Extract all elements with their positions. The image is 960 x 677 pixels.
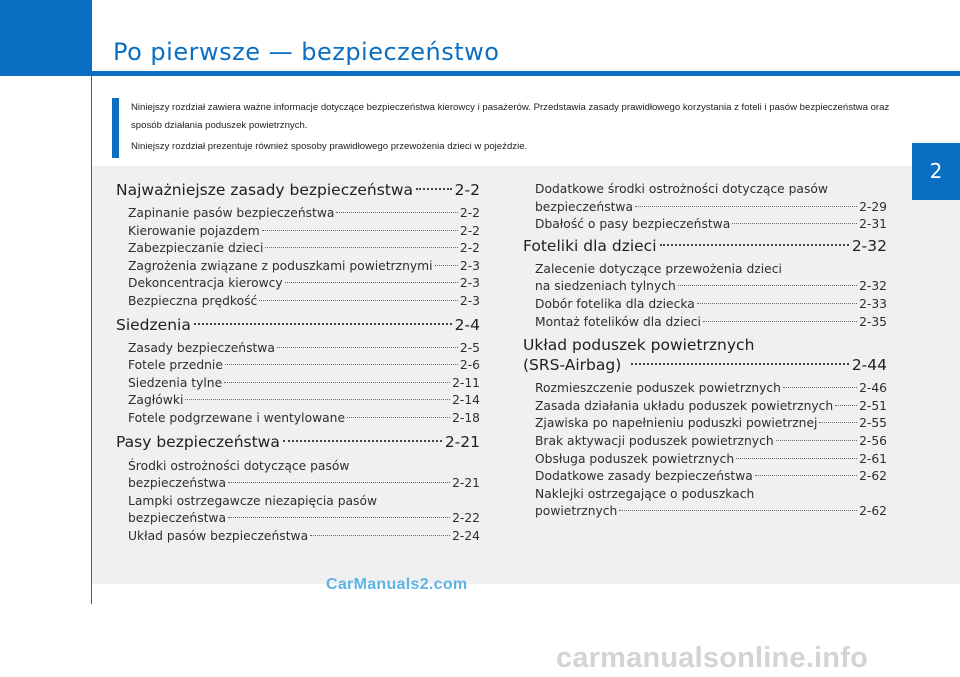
page-number: 2-62 [859,504,887,519]
leader-dots [347,417,450,418]
page-title: Po pierwsze — bezpieczeństwo [113,38,500,66]
toc-entry[interactable]: Zasady bezpieczeństwa 2-5 [116,340,480,358]
toc-entry[interactable]: Zagrożenia związane z poduszkami powietrznymi 2-3 [116,258,480,276]
page-number: 2-44 [851,356,887,375]
page-number: 2-21 [444,432,480,451]
page-number: 2-29 [859,199,887,214]
toc-section-title-line1: Układ poduszek powietrznych [523,336,755,355]
leader-dots [435,265,458,266]
toc-entry-line1: Środki ostrożności dotyczące pasów [128,458,350,473]
toc-entry[interactable]: Bezpieczna prędkość 2-3 [116,293,480,311]
leader-dots [678,285,857,286]
toc-entry[interactable]: powietrznych 2-62 [523,503,887,521]
toc-section-title[interactable]: Foteliki dla dzieci 2-32 [523,236,887,255]
page-number: 2-51 [859,398,887,413]
watermark-carmanualsonline[interactable]: carmanualsonline.info [556,642,868,674]
toc-column-right [523,181,887,521]
page-number: 2-3 [459,258,480,273]
toc-entry-line1: Zalecenie dotyczące przewożenia dzieci [535,261,782,276]
toc-entry[interactable]: Zjawiska po napełnieniu poduszki powietrznej 2-55 [523,415,887,433]
leader-dots [776,440,857,441]
chapter-tab[interactable]: 2 [912,143,960,200]
intro-accent-bar [112,98,119,158]
toc-entry[interactable]: Dodatkowe zasady bezpieczeństwa 2-62 [523,468,887,486]
page-number: 2-2 [459,223,480,238]
page-number: 2-14 [452,393,480,408]
leader-dots [703,321,857,322]
watermark-carmanuals2[interactable]: CarManuals2.com [326,576,468,593]
toc-entry[interactable]: Dobór fotelika dla dziecka 2-33 [523,296,887,314]
page-number: 2-6 [459,358,480,373]
page-number: 2-56 [859,433,887,448]
leader-dots [635,206,857,207]
leader-dots [265,247,457,248]
page-number: 2-24 [452,528,480,543]
leader-dots [285,282,458,283]
page-number: 2-22 [452,511,480,526]
leader-dots [732,223,857,224]
page-number: 2-5 [459,340,480,355]
leader-dots [228,517,450,518]
toc-entry[interactable]: Zapinanie pasów bezpieczeństwa 2-2 [116,205,480,223]
toc-entry-line1: Naklejki ostrzegające o poduszkach [535,486,755,501]
intro-paragraph-1: Niniejszy rozdział zawiera ważne informacje dotyczące bezpieczeństwa kierowcy i pasażerów. Przedstawia zasady prawidłowego korzystania z foteli i pasów bezpieczeństwa oraz sposób działania poduszek powietrznych. [131,102,890,131]
intro-box [112,88,912,166]
toc-section [523,335,887,521]
toc-entry-line1: Dodatkowe środki ostrożności dotyczące pasów [535,182,828,196]
page-number: 2-32 [851,236,887,255]
toc-entry[interactable]: Kierowanie pojazdem 2-2 [116,223,480,241]
toc-entry[interactable]: na siedzeniach tylnych 2-32 [523,278,887,296]
toc-entry[interactable]: Brak aktywacji poduszek powietrznych 2-56 [523,433,887,451]
page-number: 2-62 [859,469,887,484]
page-number: 2-61 [859,451,887,466]
header-rule [92,71,960,76]
toc-section-title[interactable]: Układ poduszek powietrznych (SRS-Airbag) 2-44 [523,336,887,375]
page-number: 2-33 [859,296,887,311]
leader-dots [224,382,450,383]
leader-dots [283,440,442,442]
page-number: 2-21 [452,476,480,491]
leader-dots [755,475,857,476]
leader-dots [336,212,457,213]
leader-dots [185,399,450,400]
leader-dots [783,387,857,388]
toc-entry[interactable]: bezpieczeństwa 2-21 [116,475,480,493]
leader-dots [310,535,450,536]
page-number: 2-4 [454,315,480,334]
page-number: 2-32 [859,279,887,294]
leader-dots [736,458,857,459]
toc-entry[interactable]: bezpieczeństwa 2-29 [523,199,887,217]
toc-entry[interactable]: Zagłówki 2-14 [116,392,480,410]
toc-entry[interactable]: bezpieczeństwa 2-22 [116,510,480,528]
toc-section [116,179,480,311]
page-number: 2-18 [452,410,480,425]
page-number: 2-46 [859,381,887,396]
leader-dots [194,323,452,325]
leader-dots [619,510,857,511]
leader-dots [262,230,458,231]
toc-entry[interactable]: Siedzenia tylne 2-11 [116,375,480,393]
leader-dots [697,303,857,304]
leader-dots [631,363,849,365]
toc-column-left [116,179,480,546]
intro-text [131,99,901,156]
toc-entry[interactable]: Dbałość o pasy bezpieczeństwa 2-31 [523,216,887,234]
leader-dots [660,244,849,246]
leader-dots [225,364,458,365]
toc-entry[interactable]: Zasada działania układu poduszek powietrznych 2-51 [523,398,887,416]
toc-entry[interactable]: Montaż fotelików dla dzieci 2-35 [523,314,887,332]
page-number: 2-2 [459,206,480,220]
page-number: 2-35 [859,314,887,329]
page-number: 2-11 [452,375,480,390]
toc-section-title[interactable]: Najważniejsze zasady bezpieczeństwa 2-2 [116,181,480,199]
leader-dots [228,482,450,483]
page-number: 2-55 [859,416,887,431]
toc-section-title[interactable]: Pasy bezpieczeństwa 2-21 [116,432,480,451]
leader-dots [835,405,857,406]
leader-dots [416,188,452,190]
page-number: 2-2 [454,181,480,199]
leader-dots [819,422,857,423]
leader-dots [259,300,458,301]
page-number: 2-31 [859,217,887,232]
toc-section-title[interactable]: Siedzenia 2-4 [116,315,480,334]
toc-section [523,235,887,331]
leader-dots [277,347,458,348]
toc-section [116,314,480,428]
intro-paragraph-2: Niniejszy rozdział prezentuje również sposoby prawidłowego przewożenia dzieci w pojeździe. [131,141,528,152]
corner-block [0,0,92,76]
page-number: 2-3 [459,293,480,308]
page-number: 2-3 [459,276,480,291]
toc-entry[interactable]: Rozmieszczenie poduszek powietrznych 2-46 [523,380,887,398]
toc-entry-line1: Lampki ostrzegawcze niezapięcia pasów [128,493,378,508]
toc-entry[interactable]: Obsługa poduszek powietrznych 2-61 [523,451,887,469]
toc-entry[interactable]: Fotele przednie 2-6 [116,357,480,375]
toc-entry[interactable]: Dekoncentracja kierowcy 2-3 [116,275,480,293]
toc-section [116,431,480,546]
toc-entry[interactable]: Układ pasów bezpieczeństwa 2-24 [116,528,480,546]
page-number: 2-2 [459,241,480,256]
toc-entry[interactable]: Fotele podgrzewane i wentylowane 2-18 [116,410,480,428]
toc-entry[interactable]: Zabezpieczanie dzieci 2-2 [116,240,480,258]
